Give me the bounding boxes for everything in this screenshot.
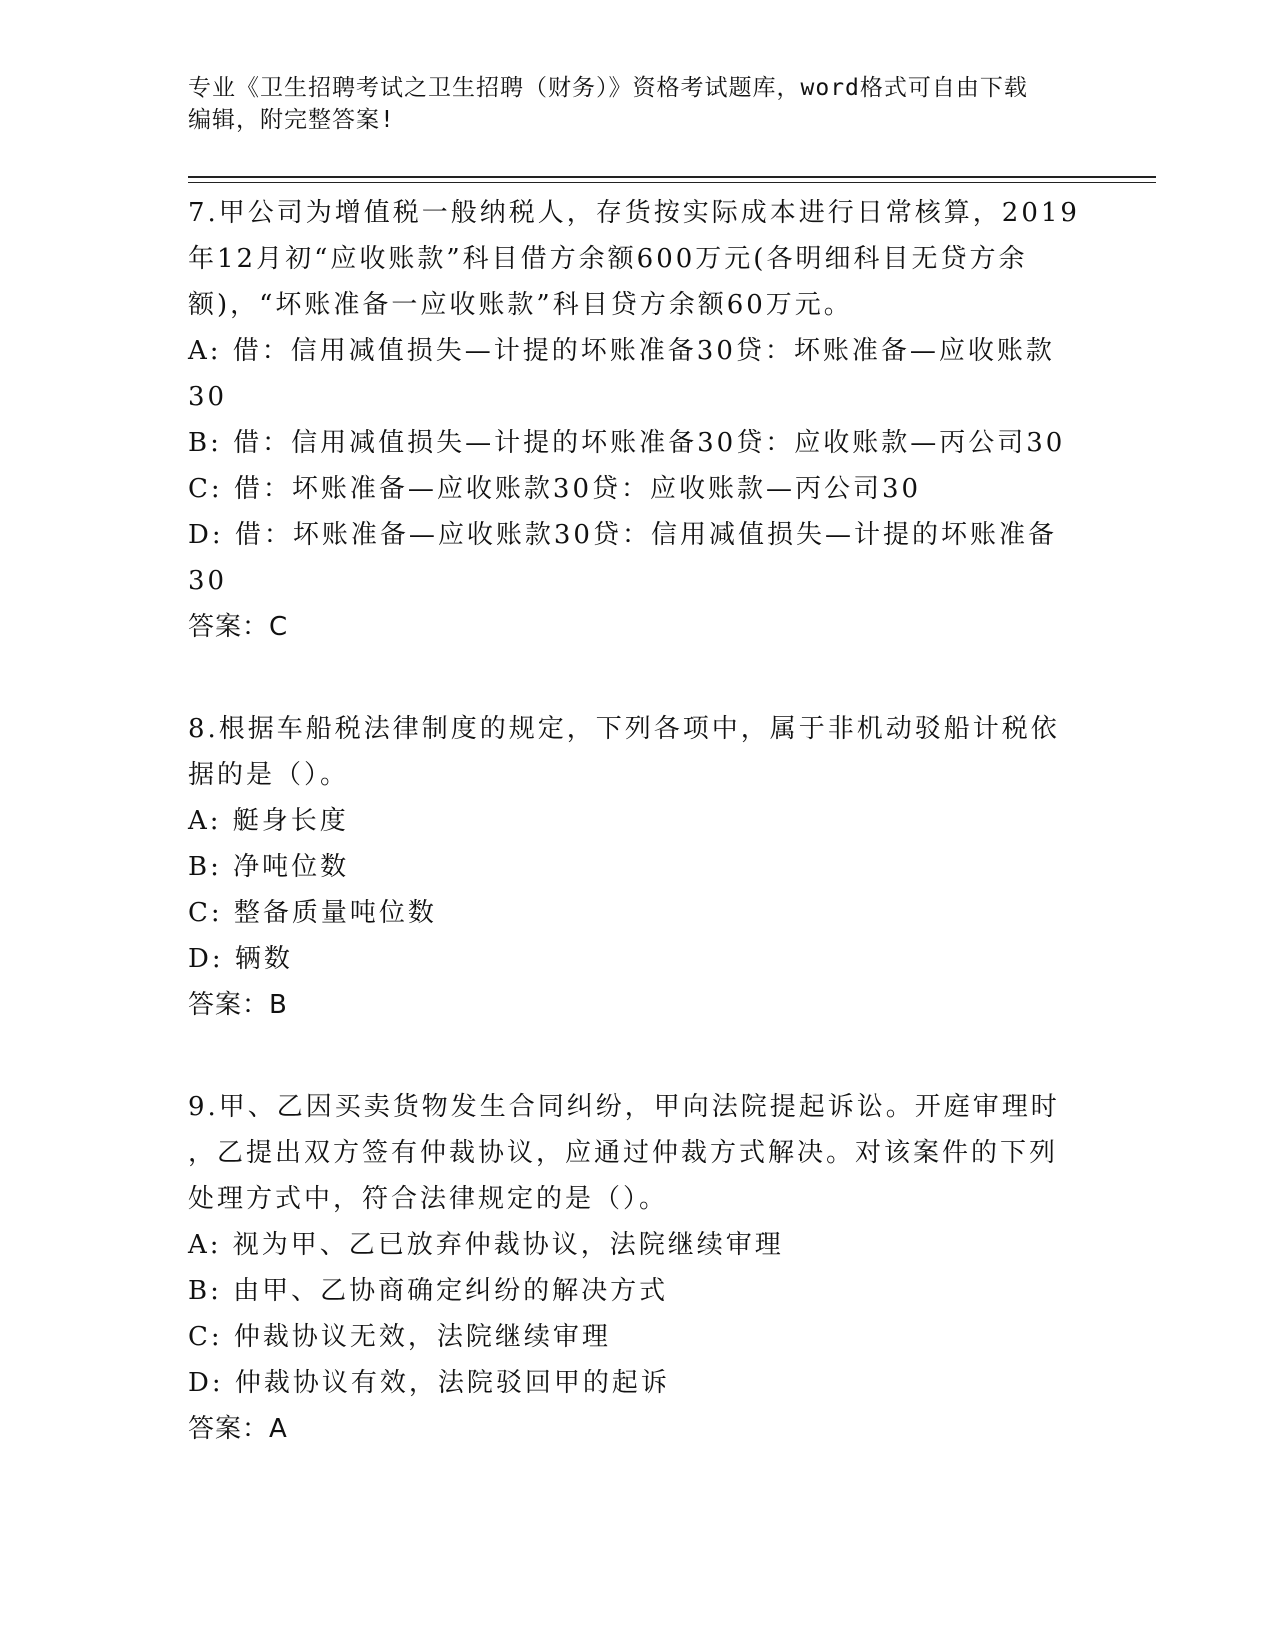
question-stem-line: 9.甲、乙因买卖货物发生合同纠纷，甲向法院提起诉讼。开庭审理时: [188, 1092, 1060, 1122]
question-9: [188, 1084, 1068, 1452]
option-d: D: 辆数: [188, 944, 293, 974]
question-stem-line: 处理方式中，符合法律规定的是（）。: [188, 1184, 669, 1214]
option-a: A: 视为甲、乙已放弃仲裁协议，法院继续审理: [188, 1230, 784, 1260]
answer: 答案：A: [188, 1414, 288, 1444]
question-list: [188, 190, 1080, 1508]
option-a: A: 艇身长度: [188, 806, 349, 836]
page-header: [188, 72, 1068, 136]
option-b: B: 净吨位数: [188, 852, 350, 882]
question-7: [188, 190, 1080, 650]
question-stem-line: ，乙提出双方签有仲裁协议，应通过仲裁方式解决。对该案件的下列: [188, 1138, 1059, 1168]
option-d: D: 仲裁协议有效，法院驳回甲的起诉: [188, 1368, 670, 1398]
option-c: C: 整备质量吨位数: [188, 898, 437, 928]
header-divider: [188, 176, 1156, 178]
option-a-continuation: 30: [188, 382, 228, 412]
option-b: B: 借：信用减值损失—计提的坏账准备30贷：应收账款—丙公司30: [188, 428, 1066, 458]
answer: 答案：C: [188, 612, 289, 642]
question-stem-line: 7.甲公司为增值税一般纳税人，存货按实际成本进行日常核算，2019: [188, 198, 1080, 228]
header-line: 专业《卫生招聘考试之卫生招聘（财务）》资格考试题库，word格式可自由下载: [188, 75, 1028, 101]
option-c: C: 借：坏账准备—应收账款30贷：应收账款—丙公司30: [188, 474, 922, 504]
question-stem-line: 8.根据车船税法律制度的规定，下列各项中，属于非机动驳船计税依: [188, 714, 1060, 744]
header-divider-thin: [188, 182, 1156, 183]
option-d: D: 借：坏账准备—应收账款30贷：信用减值损失—计提的坏账准备: [188, 520, 1057, 550]
header-line: 编辑，附完整答案!: [188, 107, 395, 133]
question-stem-line: 据的是（）。: [188, 760, 350, 790]
question-stem-line: 额)，“坏账准备一应收账款”科目贷方余额60万元。: [188, 290, 853, 320]
option-b: B: 由甲、乙协商确定纠纷的解决方式: [188, 1276, 669, 1306]
question-stem-line: 年12月初“应收账款”科目借方余额600万元(各明细科目无贷方余: [188, 244, 1028, 274]
answer: 答案：B: [188, 990, 288, 1020]
option-d-continuation: 30: [188, 566, 228, 596]
question-8: [188, 706, 1068, 1028]
option-a: A: 借：信用减值损失—计提的坏账准备30贷：坏账准备—应收账款: [188, 336, 1055, 366]
option-c: C: 仲裁协议无效，法院继续审理: [188, 1322, 611, 1352]
